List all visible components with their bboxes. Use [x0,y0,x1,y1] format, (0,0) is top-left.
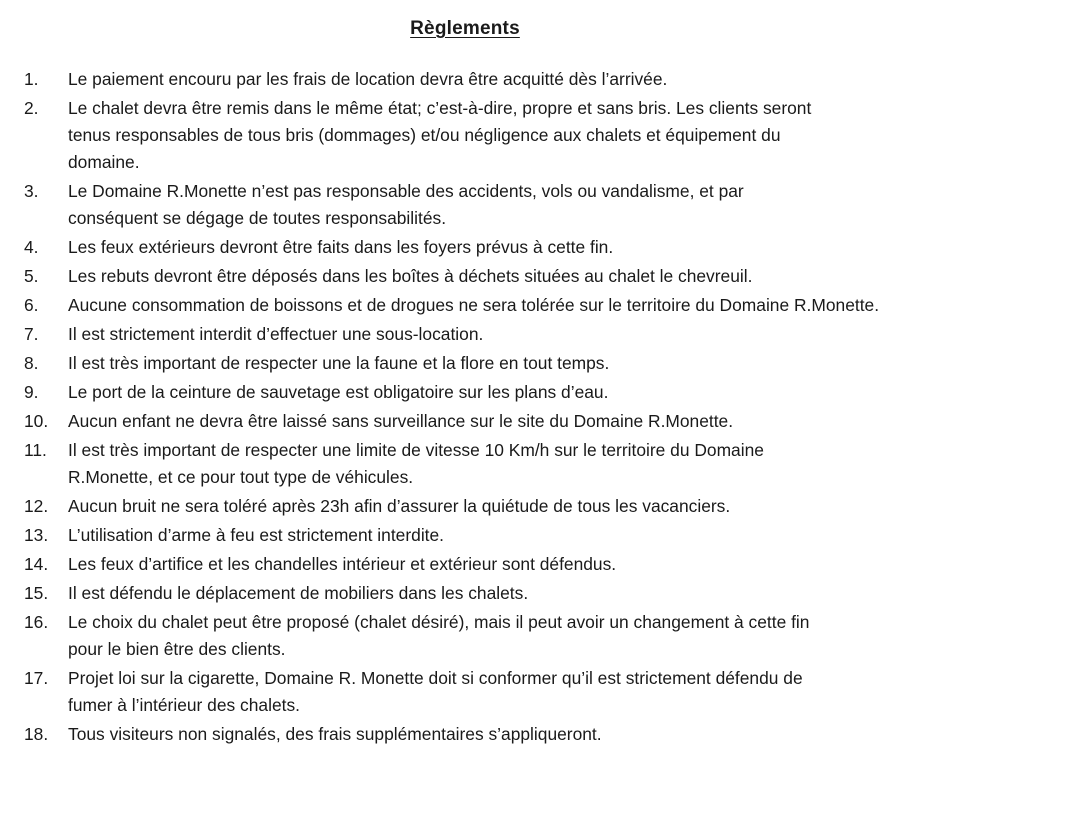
rule-text [68,580,1060,607]
rules-list [0,66,1060,750]
rule-number: 6. [24,295,39,315]
rule-text [68,609,1060,663]
rule-text [68,379,1060,406]
rule-item [0,551,1060,578]
rule-number: 15. [24,583,49,603]
rule-item [0,437,1060,491]
rule-item [0,95,1060,176]
rule-text [68,178,1060,232]
rule-text-line: Les rebuts devront être déposés dans les boîtes à déchets situées au chalet le chevreuil. [68,266,753,286]
rule-item [0,665,1060,719]
rule-text [68,493,1060,520]
rule-number: 14. [24,554,49,574]
rule-text-line: Le Domaine R.Monette n’est pas responsable des accidents, vols ou vandalisme, et par [68,181,744,201]
rule-text-line: Il est très important de respecter une limite de vitesse 10 Km/h sur le territoire du Domaine [68,440,764,460]
rule-item [0,493,1060,520]
rule-text-line: Les feux d’artifice et les chandelles intérieur et extérieur sont défendus. [68,554,617,574]
rule-text-line: Le port de la ceinture de sauvetage est obligatoire sur les plans d’eau. [68,382,609,402]
rule-number: 7. [24,324,39,344]
document-title: Règlements [410,18,520,39]
rule-text-line: Les feux extérieurs devront être faits dans les foyers prévus à cette fin. [68,237,614,257]
rule-text-line: Tous visiteurs non signalés, des frais supplémentaires s’appliqueront. [68,724,602,744]
rule-text [68,234,1060,261]
rule-text-line: Il est défendu le déplacement de mobiliers dans les chalets. [68,583,529,603]
rule-text [68,721,1060,748]
rule-text-line: Aucun enfant ne devra être laissé sans surveillance sur le site du Domaine R.Monette. [68,411,734,431]
rule-item [0,66,1060,93]
rule-text-line: Aucune consommation de boissons et de drogues ne sera tolérée sur le territoire du Domaine R.Monette. [68,295,880,315]
rule-number: 12. [24,496,49,516]
rule-text-line: R.Monette, et ce pour tout type de véhicules. [68,467,414,487]
rule-text [68,522,1060,549]
rule-number: 3. [24,181,39,201]
rule-text-line: fumer à l’intérieur des chalets. [68,695,300,715]
rule-number: 5. [24,266,39,286]
rule-item [0,292,1060,319]
rule-text [68,551,1060,578]
rule-text [68,408,1060,435]
rule-text [68,292,1060,319]
rule-item [0,379,1060,406]
rule-text-line: tenus responsables de tous bris (dommages) et/ou négligence aux chalets et équipement du [68,125,781,145]
rule-text [68,665,1060,719]
rule-text [68,437,1060,491]
rule-item [0,234,1060,261]
rule-text-line: Le paiement encouru par les frais de location devra être acquitté dès l’arrivée. [68,69,668,89]
rule-item [0,522,1060,549]
rule-item [0,580,1060,607]
rule-number: 10. [24,411,49,431]
rule-item [0,609,1060,663]
rule-text-line: Aucun bruit ne sera toléré après 23h afin d’assurer la quiétude de tous les vacanciers. [68,496,731,516]
rule-text-line: pour le bien être des clients. [68,639,286,659]
rule-number: 11. [24,440,47,460]
rule-number: 17. [24,668,49,688]
rule-text [68,66,1060,93]
rule-text-line: conséquent se dégage de toutes responsabilités. [68,208,447,228]
rule-text-line: L’utilisation d’arme à feu est strictement interdite. [68,525,445,545]
rule-item [0,178,1060,232]
rule-text-line: Il est strictement interdit d’effectuer une sous-location. [68,324,484,344]
rule-text-line: Il est très important de respecter une la faune et la flore en tout temps. [68,353,610,373]
rule-item [0,263,1060,290]
rule-number: 1. [24,69,39,89]
rule-item [0,321,1060,348]
rule-text-line: Le choix du chalet peut être proposé (chalet désiré), mais il peut avoir un changement à cette fin [68,612,810,632]
rule-text-line: domaine. [68,152,140,172]
rule-text [68,95,1060,176]
rule-number: 2. [24,98,39,118]
rule-text [68,321,1060,348]
rule-number: 4. [24,237,39,257]
rule-text-line: Le chalet devra être remis dans le même état; c’est-à-dire, propre et sans bris. Les clients seront [68,98,812,118]
rule-text-line: Projet loi sur la cigarette, Domaine R. Monette doit si conformer qu’il est strictement défendu de [68,668,803,688]
rule-text [68,350,1060,377]
rule-text [68,263,1060,290]
rule-number: 9. [24,382,39,402]
rule-item [0,350,1060,377]
rule-item [0,721,1060,748]
rule-number: 13. [24,525,49,545]
rule-number: 16. [24,612,49,632]
rule-number: 18. [24,724,49,744]
rule-item [0,408,1060,435]
rule-number: 8. [24,353,39,373]
